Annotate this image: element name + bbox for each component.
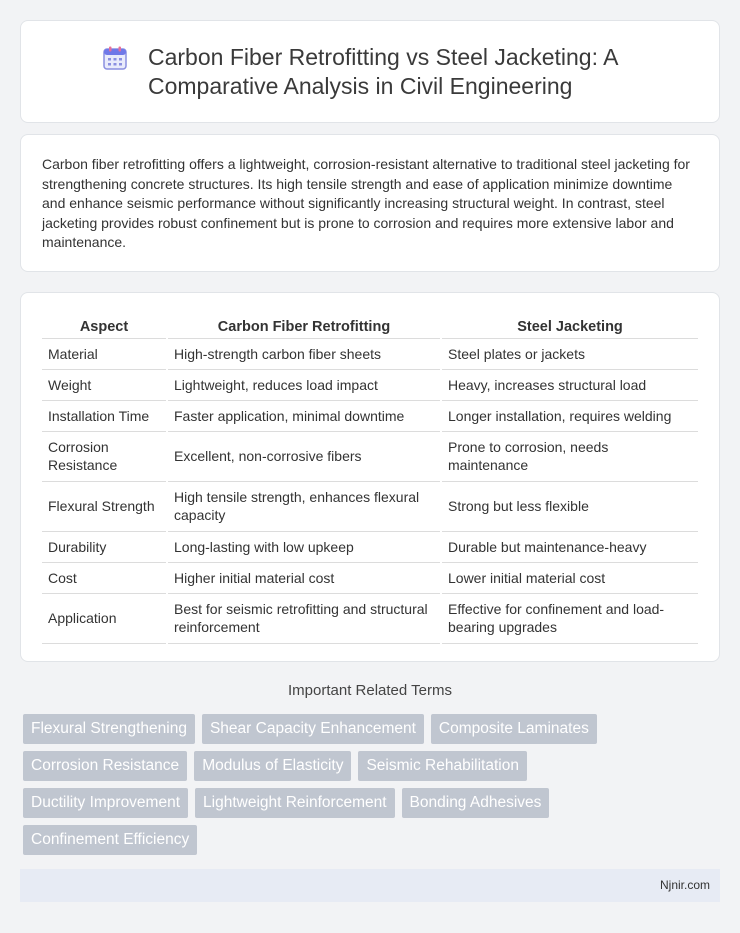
table-cell: Steel plates or jackets bbox=[441, 338, 698, 369]
table-cell: High tensile strength, enhances flexural capacity bbox=[167, 481, 441, 531]
table-row bbox=[42, 400, 698, 431]
table-cell: Lower initial material cost bbox=[441, 562, 698, 593]
table-cell: Weight bbox=[42, 369, 167, 400]
table-row bbox=[42, 481, 698, 531]
term-tag[interactable]: Modulus of Elasticity bbox=[194, 751, 351, 781]
table-cell: High-strength carbon fiber sheets bbox=[167, 338, 441, 369]
term-tag[interactable]: Lightweight Reinforcement bbox=[195, 788, 395, 818]
column-header-steel-jacketing: Steel Jacketing bbox=[441, 315, 698, 338]
table-cell: Excellent, non-corrosive fibers bbox=[167, 431, 441, 481]
table-cell: Flexural Strength bbox=[42, 481, 167, 531]
table-row bbox=[42, 562, 698, 593]
footer-site-link[interactable]: Njnir.com bbox=[659, 878, 710, 892]
related-terms-list bbox=[23, 714, 683, 862]
table-row bbox=[42, 531, 698, 562]
table-header-row bbox=[42, 315, 698, 338]
table-cell: Strong but less flexible bbox=[441, 481, 698, 531]
table-row bbox=[42, 431, 698, 481]
comparison-table bbox=[42, 315, 698, 644]
table-cell: Effective for confinement and load-bearing upgrades bbox=[441, 593, 698, 643]
calendar-icon bbox=[102, 45, 128, 71]
table-cell: Durable but maintenance-heavy bbox=[441, 531, 698, 562]
summary-card bbox=[20, 134, 720, 272]
table-cell: Heavy, increases structural load bbox=[441, 369, 698, 400]
table-cell: Long-lasting with low upkeep bbox=[167, 531, 441, 562]
term-tag[interactable]: Shear Capacity Enhancement bbox=[202, 714, 424, 744]
table-cell: Lightweight, reduces load impact bbox=[167, 369, 441, 400]
summary-text: Carbon fiber retrofitting offers a lightweight, corrosion-resistant alternative to traditional steel jacketing for strengthening concrete structures. Its high tensile strength and ease of application minimize downtime and enhance seismic performance without significantly increasing structural weight. In contrast, steel jacketing provides robust confinement but is prone to corrosion and requires more extensive labor and maintenance. bbox=[42, 156, 690, 250]
term-tag[interactable]: Bonding Adhesives bbox=[402, 788, 550, 818]
column-header-aspect: Aspect bbox=[42, 315, 167, 338]
table-cell: Application bbox=[42, 593, 167, 643]
term-tag[interactable]: Composite Laminates bbox=[431, 714, 597, 744]
related-terms-heading: Important Related Terms bbox=[288, 682, 452, 699]
term-tag[interactable]: Ductility Improvement bbox=[23, 788, 188, 818]
term-tag[interactable]: Confinement Efficiency bbox=[23, 825, 197, 855]
footer-bar bbox=[20, 869, 720, 902]
table-cell: Longer installation, requires welding bbox=[441, 400, 698, 431]
table-cell: Cost bbox=[42, 562, 167, 593]
table-cell: Material bbox=[42, 338, 167, 369]
column-header-carbon-fiber: Carbon Fiber Retrofitting bbox=[167, 315, 441, 338]
table-row bbox=[42, 593, 698, 643]
table-cell: Prone to corrosion, needs maintenance bbox=[441, 431, 698, 481]
comparison-table-card bbox=[20, 292, 720, 662]
table-row bbox=[42, 369, 698, 400]
table-cell: Durability bbox=[42, 531, 167, 562]
table-cell: Best for seismic retrofitting and structural reinforcement bbox=[167, 593, 441, 643]
table-row bbox=[42, 338, 698, 369]
table-cell: Installation Time bbox=[42, 400, 167, 431]
table-cell: Corrosion Resistance bbox=[42, 431, 167, 481]
title-card bbox=[20, 20, 720, 123]
term-tag[interactable]: Corrosion Resistance bbox=[23, 751, 187, 781]
table-cell: Faster application, minimal downtime bbox=[167, 400, 441, 431]
term-tag[interactable]: Flexural Strengthening bbox=[23, 714, 195, 744]
term-tag[interactable]: Seismic Rehabilitation bbox=[358, 751, 527, 781]
page-title: Carbon Fiber Retrofitting vs Steel Jacketing: A Comparative Analysis in Civil Engineering bbox=[148, 43, 618, 99]
table-cell: Higher initial material cost bbox=[167, 562, 441, 593]
